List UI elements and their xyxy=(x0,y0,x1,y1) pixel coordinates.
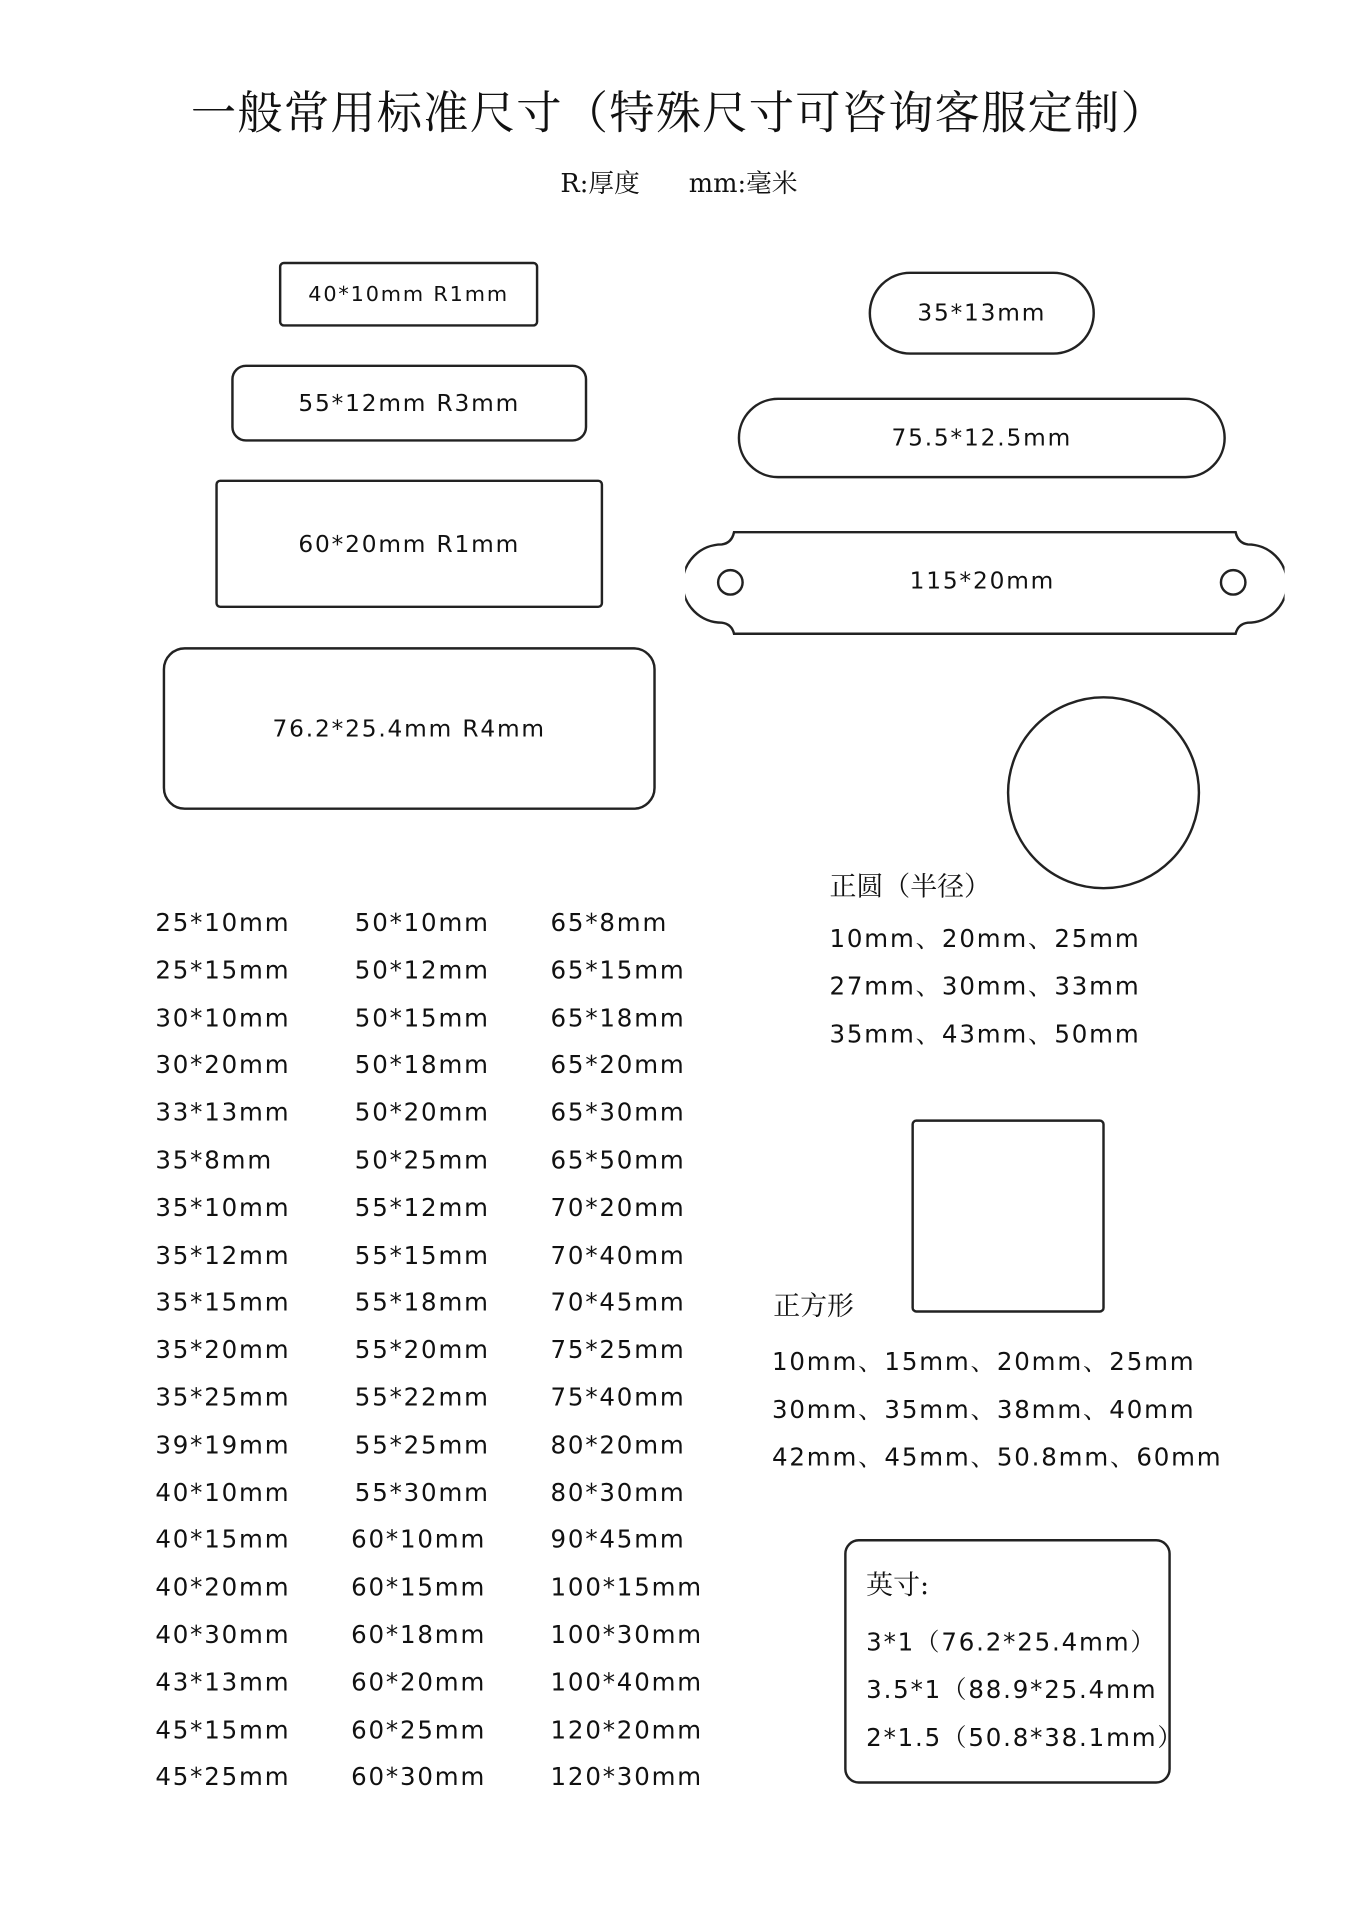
size-list-item: 75*25mm xyxy=(550,1334,686,1365)
size-list-item: 50*18mm xyxy=(354,1050,490,1080)
size-list-item: 75*40mm xyxy=(550,1382,686,1412)
plate-label: 75.5*12.5mm xyxy=(891,424,1073,452)
size-list-item: 25*15mm xyxy=(155,955,291,985)
size-list-item: 70*45mm xyxy=(550,1287,686,1317)
unit-legend xyxy=(0,164,1358,201)
size-list-item: 40*30mm xyxy=(155,1619,291,1650)
size-list-item: 55*12mm xyxy=(354,1192,490,1222)
size-list-item: 50*25mm xyxy=(354,1145,490,1175)
size-list-item: 55*15mm xyxy=(354,1240,490,1270)
size-list-item: 50*10mm xyxy=(354,907,490,938)
pill-75x12 xyxy=(738,398,1226,479)
size-list-item: 50*12mm xyxy=(354,955,490,985)
size-list-item: 120*30mm xyxy=(550,1762,703,1792)
size-list-item: 60*30mm xyxy=(351,1762,487,1792)
size-list-item: 60*25mm xyxy=(351,1714,487,1745)
inch-size: 3*1（76.2*25.4mm） xyxy=(866,1627,1157,1657)
size-list-item: 35*15mm xyxy=(155,1287,291,1317)
size-list-item: 33*13mm xyxy=(155,1097,291,1127)
circle-size: 10mm、20mm、25mm xyxy=(829,923,1141,954)
size-list-item: 40*10mm xyxy=(155,1477,291,1507)
size-list-item: 50*15mm xyxy=(354,1002,490,1033)
inch-size: 2*1.5（50.8*38.1mm） xyxy=(866,1722,1184,1752)
size-list-item: 65*30mm xyxy=(550,1097,686,1127)
size-list-item: 35*10mm xyxy=(155,1192,291,1222)
plate-label: 60*20mm R1mm xyxy=(298,530,521,558)
size-list-item: 70*40mm xyxy=(550,1240,686,1270)
size-list-item: 80*20mm xyxy=(550,1429,686,1460)
size-list-item: 45*15mm xyxy=(155,1714,291,1745)
square-shape xyxy=(911,1119,1104,1312)
circle-shape xyxy=(1007,696,1200,889)
size-list-item: 60*10mm xyxy=(351,1524,487,1555)
size-list-item: 40*20mm xyxy=(155,1572,291,1602)
size-list-item: 45*25mm xyxy=(155,1762,291,1792)
circle-label: 正圆（半径） xyxy=(829,872,991,903)
circle-size: 27mm、30mm、33mm xyxy=(829,971,1141,1001)
size-list-item: 39*19mm xyxy=(155,1429,291,1460)
square-label: 正方形 xyxy=(773,1291,854,1323)
plate-label: 40*10mm R1mm xyxy=(308,281,509,307)
size-list-item: 40*15mm xyxy=(155,1524,291,1555)
size-list-item: 60*15mm xyxy=(351,1572,487,1602)
square-size: 42mm、45mm、50.8mm、60mm xyxy=(771,1442,1223,1472)
size-list-item: 60*18mm xyxy=(351,1619,487,1650)
pill-35x13 xyxy=(869,272,1095,355)
size-list-item: 55*20mm xyxy=(354,1334,490,1365)
size-list-item: 80*30mm xyxy=(550,1477,686,1507)
size-list-item: 55*22mm xyxy=(354,1382,490,1412)
size-list-item: 35*8mm xyxy=(155,1145,273,1175)
plate-76x25 xyxy=(163,647,656,810)
size-list-item: 60*20mm xyxy=(351,1667,487,1697)
size-list-item: 55*30mm xyxy=(354,1477,490,1507)
size-list-item: 35*20mm xyxy=(155,1334,291,1365)
page-title: 一般常用标准尺寸（特殊尺寸可咨询客服定制） xyxy=(190,86,1168,140)
size-list-item: 65*50mm xyxy=(550,1145,686,1175)
plate-label: 55*12mm R3mm xyxy=(298,389,521,417)
plate-55x12 xyxy=(231,365,587,442)
size-list-item: 65*8mm xyxy=(550,907,669,938)
size-list-item: 100*15mm xyxy=(550,1572,703,1602)
size-list-item: 25*10mm xyxy=(155,907,291,938)
size-list-item: 65*20mm xyxy=(550,1050,686,1080)
inch-size: 3.5*1（88.9*25.4mm xyxy=(866,1674,1158,1705)
size-list-item: 65*15mm xyxy=(550,955,686,985)
size-list-item: 120*20mm xyxy=(550,1714,703,1745)
size-list-item: 55*25mm xyxy=(354,1429,490,1460)
circle-size: 35mm、43mm、50mm xyxy=(829,1019,1141,1049)
plate-label: 76.2*25.4mm R4mm xyxy=(272,715,546,742)
size-list-item: 70*20mm xyxy=(550,1192,686,1222)
inch-label: 英寸: xyxy=(866,1570,930,1602)
legend-millimeter: mm:毫米 xyxy=(688,168,798,199)
plate-label: 35*13mm xyxy=(917,299,1047,327)
plate-40x10 xyxy=(279,262,538,327)
plate-60x20 xyxy=(215,480,603,608)
plate-115x20-label: 115*20mm xyxy=(909,567,1056,595)
size-list-item: 30*20mm xyxy=(155,1050,291,1080)
size-list-item: 100*30mm xyxy=(550,1619,703,1650)
size-list-item: 30*10mm xyxy=(155,1002,291,1033)
size-list-item: 90*45mm xyxy=(550,1524,686,1555)
size-list-item: 65*18mm xyxy=(550,1002,686,1033)
size-list-item: 35*12mm xyxy=(155,1240,291,1270)
size-list-item: 35*25mm xyxy=(155,1382,291,1412)
size-list-item: 50*20mm xyxy=(354,1097,490,1127)
size-list-item: 100*40mm xyxy=(550,1667,703,1697)
legend-thickness: R:厚度 xyxy=(560,168,640,199)
size-list-item: 55*18mm xyxy=(354,1287,490,1317)
square-size: 10mm、15mm、20mm、25mm xyxy=(771,1346,1196,1377)
size-list-item: 43*13mm xyxy=(155,1667,291,1697)
square-size: 30mm、35mm、38mm、40mm xyxy=(771,1394,1196,1425)
